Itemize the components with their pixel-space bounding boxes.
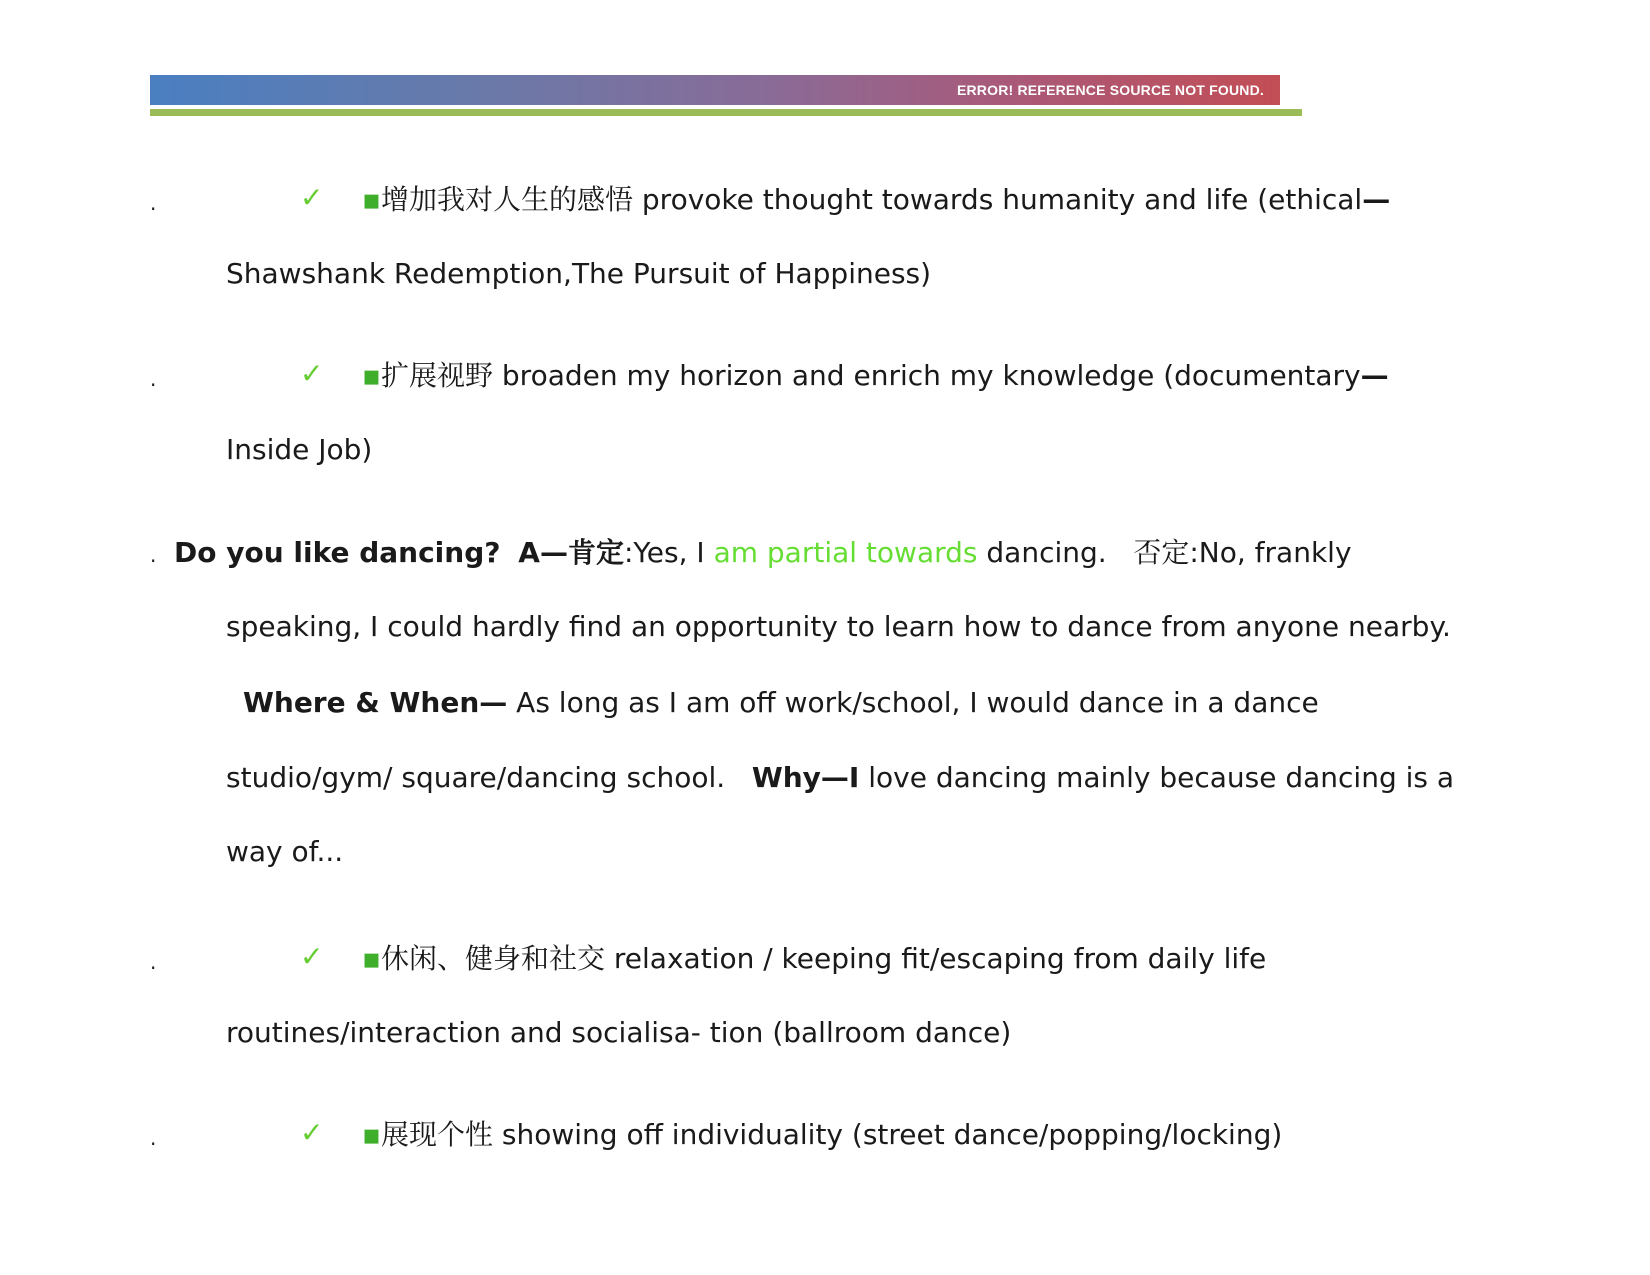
item-dash: — xyxy=(1360,359,1389,392)
bullet-dot: . xyxy=(150,191,157,215)
answer-label: A—肯定 xyxy=(518,536,624,569)
header-text: ERROR! REFERENCE SOURCE NOT FOUND. xyxy=(956,82,1264,98)
square-bullet-icon: ▪ xyxy=(362,359,381,392)
list-item-line-2: Shawshank Redemption,The Pursuit of Happiness) xyxy=(226,257,932,290)
list-item-line-2: routines/interaction and socialisa- tion (ballroom dance) xyxy=(226,1016,1012,1049)
where-text: As long as I am off work/school, I would dance in a dance xyxy=(507,686,1319,719)
item-dash: — xyxy=(1362,183,1391,216)
item-cn: 增加我对人生的感悟 xyxy=(380,183,633,216)
why-line xyxy=(226,761,1454,795)
check-icon: ✓ xyxy=(300,357,324,390)
bullet-dot: . xyxy=(150,1126,157,1150)
item-cn: 扩展视野 xyxy=(380,359,493,392)
line4a: studio/gym/ square/dancing school. xyxy=(226,761,726,794)
list-item-line-2: Inside Job) xyxy=(226,433,373,466)
header-rule xyxy=(150,109,1302,116)
item-cn: 休闲、健身和社交 xyxy=(380,942,605,975)
answer-text-2: dancing. xyxy=(977,536,1107,569)
check-icon: ✓ xyxy=(300,940,324,973)
square-bullet-icon: ▪ xyxy=(362,1118,381,1151)
list-item-line xyxy=(362,359,1389,393)
question-text: Do you like dancing? xyxy=(174,536,501,569)
bullet-dot: . xyxy=(150,367,157,391)
why-label: Why—I xyxy=(751,761,860,794)
item-cn: 展现个性 xyxy=(380,1118,493,1151)
list-item-line xyxy=(362,942,1266,976)
item-text: showing off individuality (street dance/popping/locking) xyxy=(493,1118,1283,1151)
item-text: relaxation / keeping fit/escaping from daily life xyxy=(605,942,1267,975)
square-bullet-icon: ▪ xyxy=(362,183,381,216)
why-text: love dancing mainly because dancing is a xyxy=(859,761,1455,794)
question-line xyxy=(174,536,1352,570)
where-line xyxy=(243,686,1319,720)
check-icon: ✓ xyxy=(300,181,324,214)
list-item-line xyxy=(362,183,1390,217)
answer-line-5: way of... xyxy=(226,835,344,868)
check-icon: ✓ xyxy=(300,1116,324,1149)
negative-text: :No, frankly xyxy=(1189,536,1352,569)
list-item-line xyxy=(362,1118,1282,1152)
where-label: Where & When— xyxy=(243,686,508,719)
item-text: provoke thought towards humanity and life (ethical xyxy=(633,183,1363,216)
negative-label: 否定 xyxy=(1133,536,1190,569)
header-bar xyxy=(150,75,1280,105)
item-text: broaden my horizon and enrich my knowledge (documentary xyxy=(493,359,1361,392)
bullet-dot: . xyxy=(150,543,157,567)
bullet-dot: . xyxy=(150,950,157,974)
answer-highlight: am partial towards xyxy=(713,536,978,569)
answer-line-2: speaking, I could hardly find an opportunity to learn how to dance from anyone nearby. xyxy=(226,610,1451,643)
square-bullet-icon: ▪ xyxy=(362,942,381,975)
answer-text: :Yes, I xyxy=(623,536,714,569)
